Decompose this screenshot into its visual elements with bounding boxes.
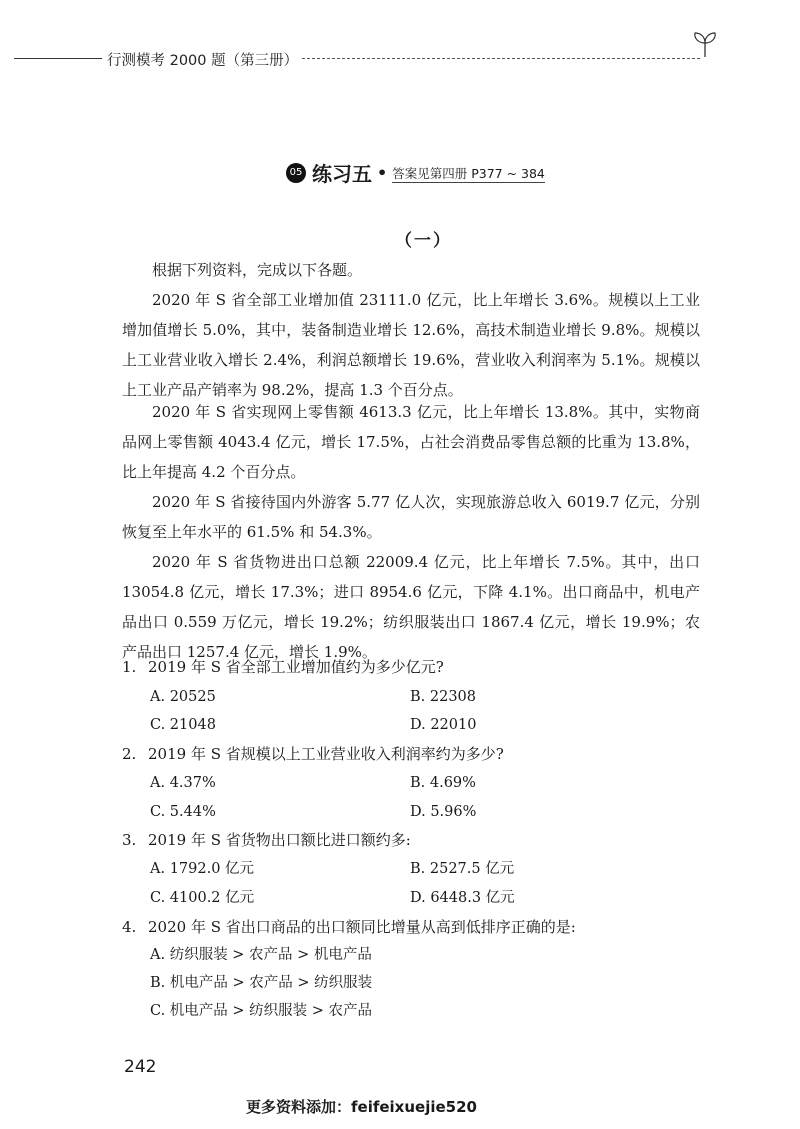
question-3 [122, 825, 411, 855]
section-heading [286, 158, 545, 187]
passage-paragraph-tourism: 2020 年 S 省接待国内外游客 5.77 亿人次，实现旅游总收入 6019.7 亿元，分别恢复至上年水平的 61.5% 和 54.3%。 [122, 493, 700, 541]
footer-contact-note: 更多资料添加：feifeixuejie520 [246, 1098, 477, 1116]
option-d[interactable]: D. 22010 [410, 717, 477, 733]
option-b[interactable]: B. 机电产品 > 农产品 > 纺织服装 [150, 975, 373, 991]
question-number: 4. [122, 918, 137, 936]
option-d[interactable]: D. 5.96% [410, 804, 477, 820]
question-1 [122, 652, 444, 682]
section-separator: • [377, 163, 388, 182]
question-stem: 2019 年 S 省全部工业增加值约为多少亿元? [148, 658, 444, 676]
question-number: 3. [122, 831, 137, 849]
sprout-icon [692, 30, 718, 58]
passage-paragraph-online-retail: 2020 年 S 省实现网上零售额 4613.3 亿元，比上年增长 13.8%。其中，实物商品网上零售额 4043.4 亿元，增长 17.5%，占社会消费品零售总额的比重为 13.8%，比上年提高 4.2 个百分点。 [122, 403, 700, 481]
passage-paragraph-trade: 2020 年 S 省货物进出口总额 22009.4 亿元，比上年增长 7.5%。其中，出口 13054.8 亿元，增长 17.3%；进口 8954.6 亿元，下降 4.1%。出口商品中，机电产品出口 0.559 万亿元，增长 19.2%；纺织服装出口 1867.4 亿元，增长 19.9%；农产品出口 1257.4 亿元，增长 1.9%。 [122, 553, 700, 661]
option-b[interactable]: B. 22308 [410, 689, 477, 705]
question-number: 1. [122, 658, 137, 676]
passage-paragraph-industry: 2020 年 S 省全部工业增加值 23111.0 亿元，比上年增长 3.6%。规模以上工业增加值增长 5.0%，其中，装备制造业增长 12.6%，高技术制造业增长 9.8%。规模以上工业营业收入增长 2.4%，利润总额增长 19.6%，营业收入利润率为 5.1%。规模以上工业产品产销率为 98.2%，提高 1.3 个百分点。 [122, 291, 700, 399]
answer-reference: 答案见第四册 P377 ~ 384 [392, 165, 545, 181]
header-rule-right [302, 58, 700, 59]
running-header-title: 行测模考 2000 题（第三册） [107, 53, 299, 69]
subsection-title: （一） [395, 231, 452, 251]
option-a[interactable]: A. 4.37% [150, 775, 216, 791]
option-a[interactable]: A. 纺织服装 > 农产品 > 机电产品 [150, 947, 372, 963]
option-c[interactable]: C. 5.44% [150, 804, 216, 820]
page-number: 242 [124, 1057, 157, 1077]
option-b[interactable]: B. 4.69% [410, 775, 476, 791]
section-title: 练习五 [312, 162, 372, 186]
option-c[interactable]: C. 4100.2 亿元 [150, 890, 255, 906]
option-d[interactable]: D. 6448.3 亿元 [410, 890, 515, 906]
question-stem: 2020 年 S 省出口商品的出口额同比增量从高到低排序正确的是: [148, 918, 576, 936]
option-a[interactable]: A. 20525 [150, 689, 216, 705]
option-c[interactable]: C. 21048 [150, 717, 216, 733]
section-number-icon: 05 [286, 163, 306, 183]
question-stem: 2019 年 S 省货物出口额比进口额约多: [148, 831, 411, 849]
question-4 [122, 912, 576, 942]
question-number: 2. [122, 745, 137, 763]
option-b[interactable]: B. 2527.5 亿元 [410, 861, 515, 877]
question-2 [122, 739, 504, 769]
question-stem: 2019 年 S 省规模以上工业营业收入利润率约为多少? [148, 745, 504, 763]
option-a[interactable]: A. 1792.0 亿元 [150, 861, 255, 877]
header-rule-left [14, 58, 102, 59]
option-c[interactable]: C. 机电产品 > 纺织服装 > 农产品 [150, 1003, 373, 1019]
passage-intro: 根据下列资料，完成以下各题。 [152, 261, 363, 279]
